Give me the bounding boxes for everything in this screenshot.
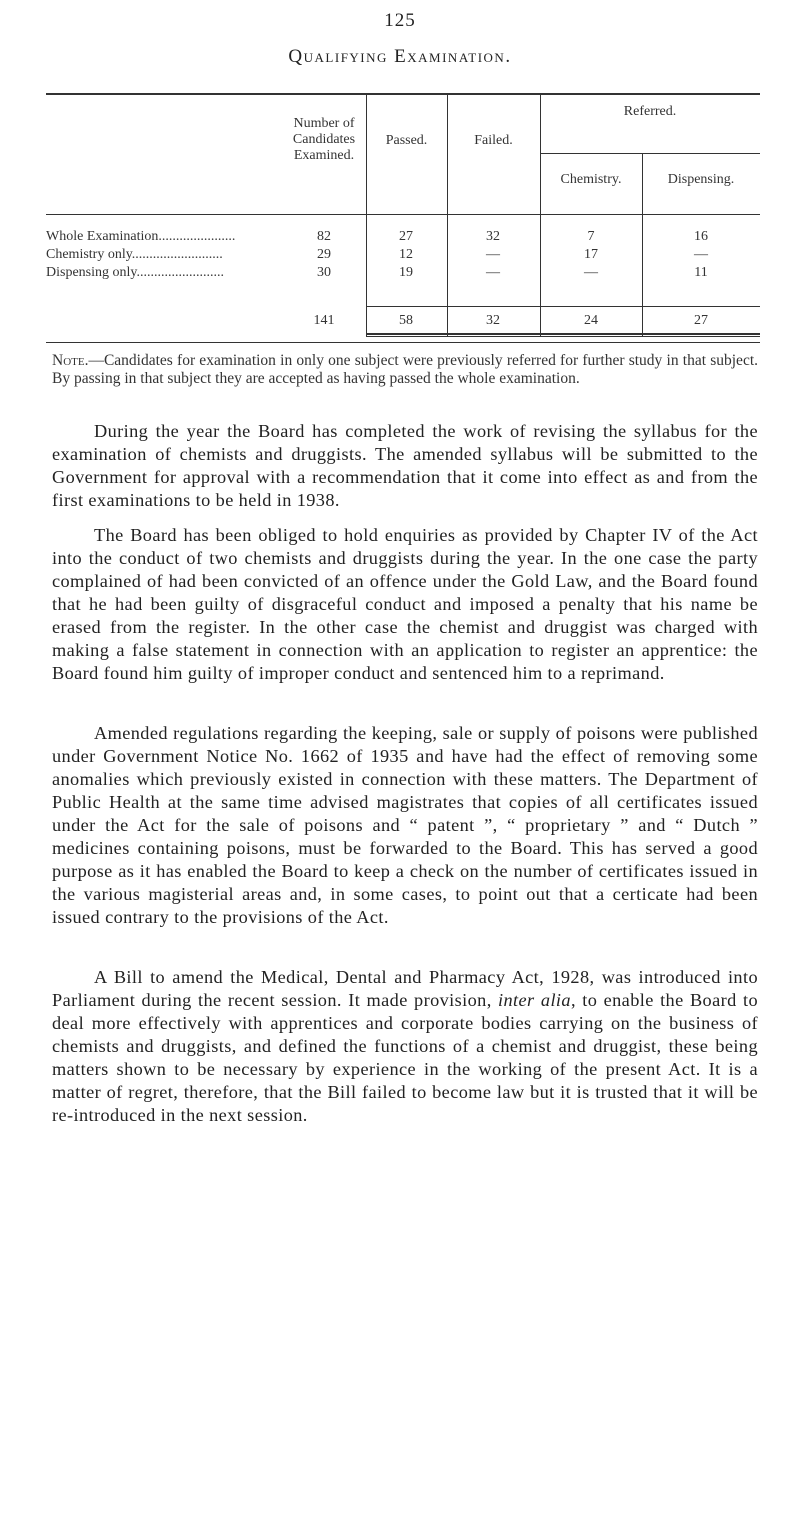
header-dispensing: Dispensing.: [667, 172, 735, 187]
total-dispensing: 27: [694, 313, 708, 328]
row-label-chemistry: Chemistry only..........................: [46, 247, 223, 262]
bill-text-italic: inter alia: [498, 990, 571, 1010]
header-bottom-rule: [46, 214, 760, 215]
totals-bottom-rule-2: [366, 336, 760, 337]
note-text: —Candidates for examination in only one subject were previously referred for further study in that subject. By passing in that subject they are accepted as having passed the whole examination.: [52, 352, 758, 387]
col-rule-1: [366, 93, 367, 337]
cell-whole-failed: 32: [486, 229, 500, 244]
header-referred: Referred.: [623, 104, 677, 119]
cell-dispensing-dispensing: 11: [694, 265, 708, 280]
row-label-dispensing: Dispensing only.........................: [46, 265, 224, 280]
table-bottom-rule: [46, 342, 760, 343]
page-title: Qualifying Examination.: [288, 46, 512, 67]
table-note: [52, 352, 758, 388]
cell-chemistry-candidates: 29: [317, 247, 331, 262]
cell-whole-dispensing: 16: [694, 229, 708, 244]
cell-whole-candidates: 82: [317, 229, 331, 244]
table-top-rule: [46, 93, 760, 95]
paragraph-enquiries: The Board has been obliged to hold enquiries as provided by Chapter IV of the Act into the conduct of two chemists and druggists during the year. In the one case the party complained of had been convicted of an offence under the Gold Law, and the Board found that he had been guilty of disgraceful conduct and imposed a penalty that his name be erased from the register. In the other case the chemist and druggist was charged with making a false statement in connection with an application to register an apprentice: the Board found him guilty of improper conduct and sentenced him to a reprimand.: [52, 525, 758, 683]
total-failed: 32: [486, 313, 500, 328]
totals-bottom-rule: [366, 333, 760, 335]
page-number: 125: [384, 10, 416, 31]
header-failed: Failed.: [474, 133, 513, 148]
paragraph-poisons: Amended regulations regarding the keeping, sale or supply of poisons were published under Government Notice No. 1662 of 1935 and have had the effect of removing some anomalies which previously existed in connection with these matters. The Department of Public Health at the same time advised magistrates that copies of all certificates issued under the Act for the sale of poisons and “ patent ”, “ proprietary ” and “ Dutch ” medicines containing poisons, must be forwarded to the Board. This has served a good purpose as it has enabled the Board to keep a check on the number of certificates issued in the various magisterial areas and, in some cases, to point out that a certicate had been issued contrary to the provisions of the Act.: [52, 723, 758, 927]
cell-whole-passed: 27: [399, 229, 413, 244]
total-passed: 58: [399, 313, 413, 328]
header-passed: Passed.: [385, 133, 428, 148]
header-chemistry: Chemistry.: [560, 172, 622, 187]
cell-whole-chemistry: 7: [587, 229, 595, 244]
cell-dispensing-candidates: 30: [317, 265, 331, 280]
totals-top-rule: [366, 306, 760, 307]
referred-subrule: [540, 153, 760, 154]
total-candidates: 141: [313, 313, 335, 328]
paragraph-bill: [52, 966, 758, 1127]
bill-text-after: , to enable the Board to deal more effectively with apprentices and corporate bodies carrying on the business of chemists and druggists, and defined the functions of a chemist and druggist, these being matters shown to be necessary by experience in the working of the present Act. It is a matter of regret, therefore, that the Bill failed to become law but it is trusted that it will be re-introduced in the next session.: [52, 990, 758, 1125]
note-lead: Note.: [52, 352, 89, 369]
cell-dispensing-failed: —: [486, 265, 500, 280]
cell-chemistry-passed: 12: [399, 247, 413, 262]
bill-text-before: A Bill to amend the Medical, Dental and Pharmacy Act, 1928, was introduced into Parliament during the recent session. It made provision,: [52, 967, 758, 1010]
cell-chemistry-dispensing: —: [694, 247, 708, 262]
cell-dispensing-passed: 19: [399, 265, 413, 280]
header-candidates: Number of Candidates Examined.: [292, 116, 356, 163]
col-rule-3: [540, 93, 541, 337]
cell-dispensing-chemistry: —: [584, 265, 598, 280]
row-label-whole: Whole Examination......................: [46, 229, 236, 244]
total-chemistry: 24: [584, 313, 598, 328]
paragraph-syllabus: During the year the Board has completed the work of revising the syllabus for the examination of chemists and druggists. The amended syllabus will be submitted to the Government for approval with a recommendation that it come into effect as and from the first examinations to be held in 1938.: [52, 421, 758, 510]
cell-chemistry-chemistry: 17: [584, 247, 598, 262]
cell-chemistry-failed: —: [486, 247, 500, 262]
col-rule-2: [447, 93, 448, 337]
